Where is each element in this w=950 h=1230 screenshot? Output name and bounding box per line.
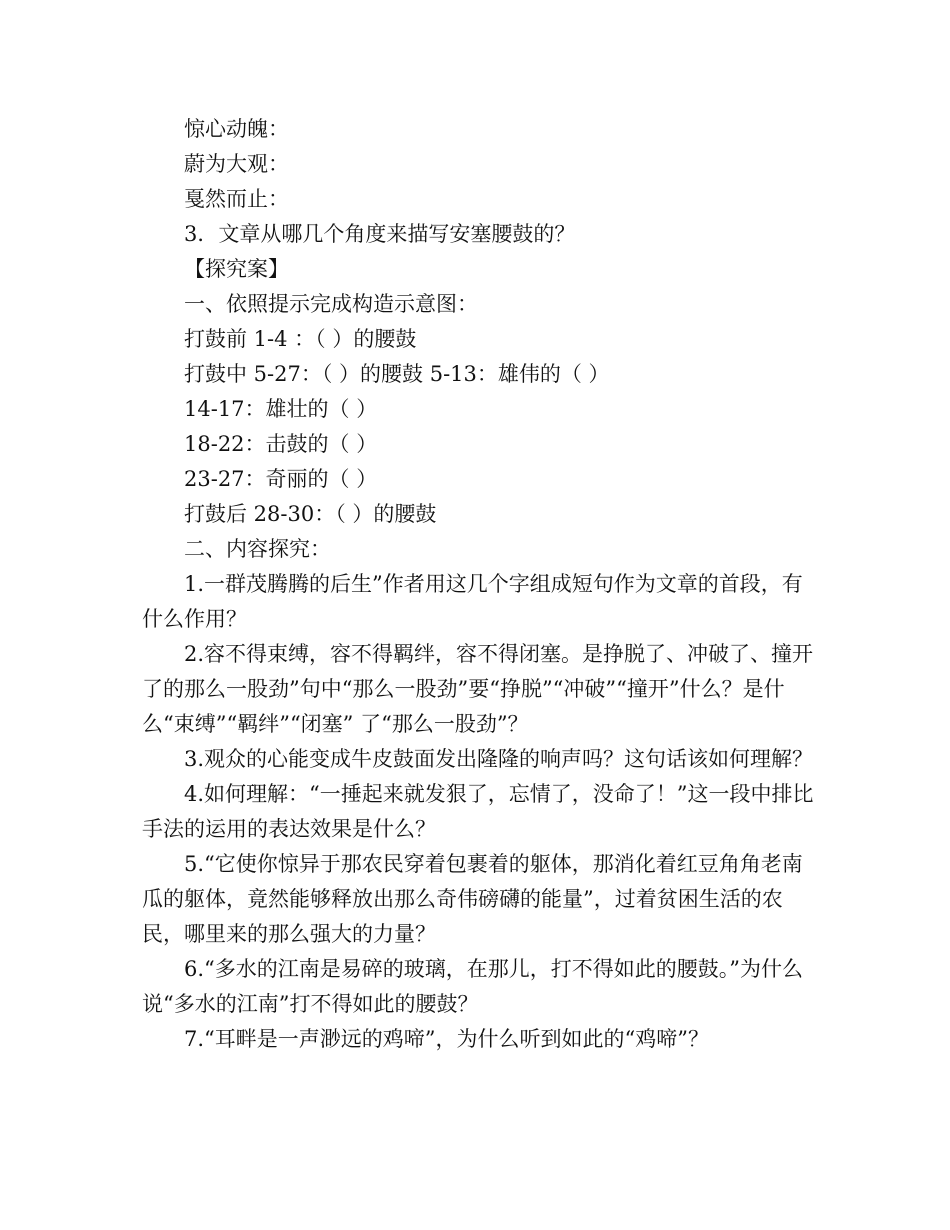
- structure-line-5: 23-27：奇丽的（ ）: [184, 467, 378, 491]
- inquiry-question-6: 6.“多水的江南是易碎的玻璃，在那儿，打不得如此的腰鼓。”为什么说“多水的江南”打不得如此的腰鼓？: [142, 957, 804, 1016]
- document-body: [142, 112, 818, 1057]
- inquiry-question-1: 1.一群茂腾腾的后生”作者用这几个字组成短句作为文章的首段，有什么作用？: [142, 572, 803, 631]
- inquiry-question-5: 5.“它使你惊异于那农民穿着包裹着的躯体，那消化着红豆角角老南瓜的躯体，竟然能够释放出那么奇伟磅礴的能量”，过着贫困生活的农民，哪里来的那么强大的力量？: [142, 852, 803, 946]
- term-line-2: 蔚为大观：: [184, 152, 289, 176]
- inquiry-question-4: 4.如何理解：“一捶起来就发狠了，忘情了，没命了！”这一段中排比手法的运用的表达效果是什么？: [142, 782, 814, 841]
- content-heading: 二、内容探究：: [184, 537, 331, 561]
- structure-line-4: 18-22：击鼓的（ ）: [184, 432, 378, 456]
- inquiry-question-7: 7.“耳畔是一声渺远的鸡啼”，为什么听到如此的“鸡啼”？: [184, 1027, 709, 1051]
- term-line-1: 惊心动魄：: [184, 117, 289, 141]
- structure-heading: 一、依照提示完成构造示意图：: [184, 292, 478, 316]
- structure-line-3: 14-17：雄壮的（ ）: [184, 397, 378, 421]
- structure-line-6: 打鼓后 28-30：（ ）的腰鼓: [184, 502, 437, 526]
- inquiry-question-2: 2.容不得束缚，容不得羁绊，容不得闭塞。是挣脱了、冲破了、撞开了的那么一股劲”句中“那么一股劲”要“挣脱”“冲破”“撞开”什么？是什么“束缚”“羁绊”“闭塞” 了“那么一股劲”？: [142, 642, 814, 736]
- term-line-3: 戛然而止：: [184, 187, 289, 211]
- inquiry-question-3: 3.观众的心能变成牛皮鼓面发出隆隆的响声吗？这句话该如何理解？: [184, 747, 814, 771]
- section-heading: 【探究案】: [184, 257, 289, 281]
- question-3: 3．文章从哪几个角度来描写安塞腰鼓的？: [184, 222, 576, 246]
- structure-line-2: 打鼓中 5-27：（ ）的腰鼓 5-13：雄伟的（ ）: [184, 362, 610, 386]
- structure-line-1: 打鼓前 1-4 ：（ ）的腰鼓: [184, 327, 417, 351]
